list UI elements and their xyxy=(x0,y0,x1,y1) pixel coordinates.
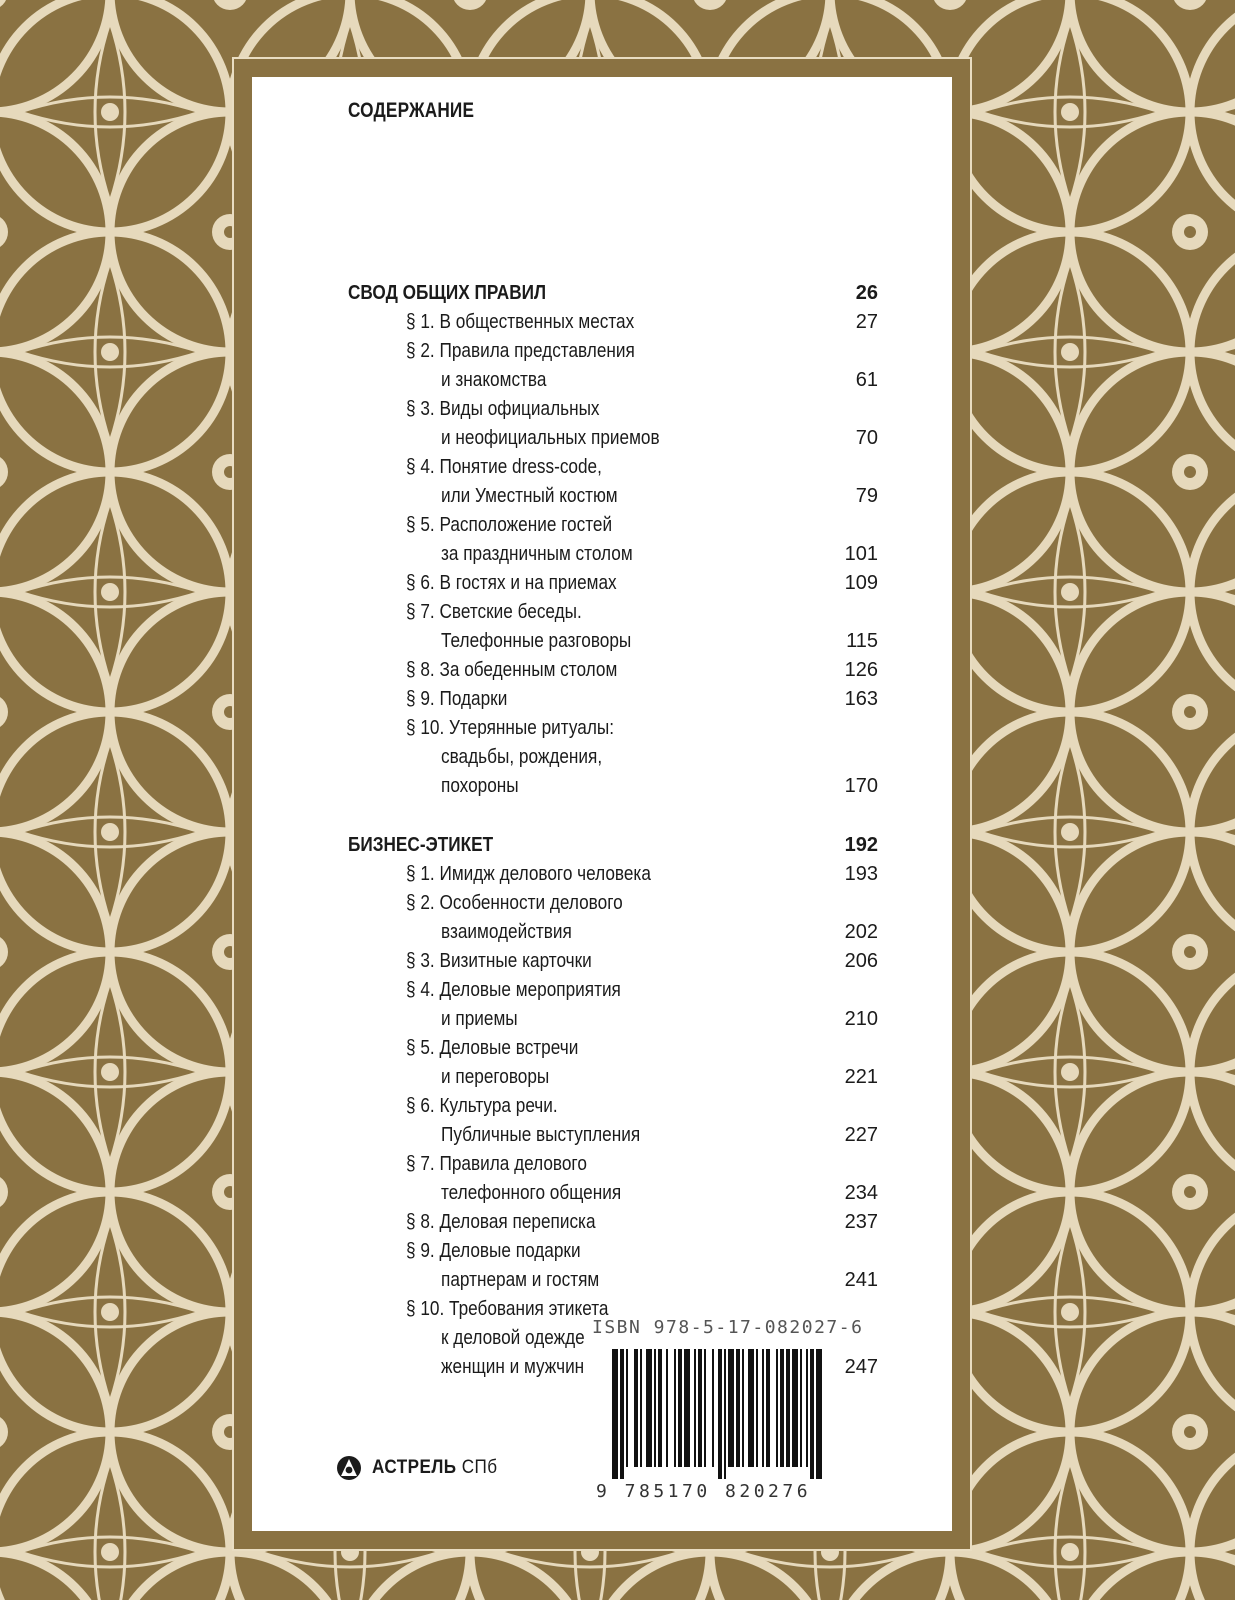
toc-entry-page: 247 xyxy=(844,1356,878,1378)
toc-entry-page: 193 xyxy=(844,863,878,885)
toc-entry-page: 126 xyxy=(844,659,878,681)
barcode-bar xyxy=(766,1349,770,1467)
section-page: 26 xyxy=(855,282,878,304)
toc-entry-page: 61 xyxy=(855,369,878,391)
toc-entry-page: 70 xyxy=(855,427,878,449)
toc-entry-page: 206 xyxy=(844,950,878,972)
toc-entry-text: § 10. Требования этикета xyxy=(406,1298,609,1320)
toc-entry-text: § 5. Расположение гостей xyxy=(406,514,613,536)
toc-entry-text: и знакомства xyxy=(441,369,547,391)
barcode-bar xyxy=(756,1349,758,1467)
barcode-bar xyxy=(786,1349,790,1467)
contents-page xyxy=(252,77,952,1531)
section-title: СВОД ОБЩИХ ПРАВИЛ xyxy=(348,282,547,304)
barcode-digits: 9 785170 820276 xyxy=(596,1481,812,1502)
barcode-bar xyxy=(654,1349,656,1467)
toc-entry-text: § 5. Деловые встречи xyxy=(406,1037,579,1059)
toc-entry-page: 115 xyxy=(846,630,878,652)
toc-entry-text: § 4. Понятие dress-code, xyxy=(406,456,602,478)
barcode-bar xyxy=(694,1349,696,1467)
toc-entry-page: 101 xyxy=(844,543,878,565)
isbn-barcode xyxy=(612,1349,912,1479)
barcode-bar xyxy=(646,1349,652,1467)
toc-entry-page: 237 xyxy=(844,1211,878,1233)
barcode-bar xyxy=(674,1349,676,1467)
toc-entry-text: партнерам и гостям xyxy=(441,1269,600,1291)
barcode-bar xyxy=(800,1349,802,1467)
toc-entry-page: 241 xyxy=(844,1269,878,1291)
publisher-logo xyxy=(336,1455,511,1481)
section-title: БИЗНЕС-ЭТИКЕТ xyxy=(348,834,494,856)
barcode-bar xyxy=(780,1349,784,1467)
toc-entry-text: § 8. Деловая переписка xyxy=(406,1211,596,1233)
isbn-label: ISBN 978-5-17-082027-6 xyxy=(592,1317,864,1338)
toc-entry-text: похороны xyxy=(441,775,519,797)
toc-entry-page: 109 xyxy=(844,572,878,594)
barcode-bar xyxy=(666,1349,668,1467)
toc-entry-text: § 6. В гостях и на приемах xyxy=(406,572,617,594)
toc-entry-text: § 9. Деловые подарки xyxy=(406,1240,581,1262)
barcode-bar xyxy=(748,1349,754,1467)
barcode-bar xyxy=(626,1349,628,1467)
barcode-bar xyxy=(762,1349,764,1467)
toc-entry-page: 202 xyxy=(844,921,878,943)
toc-entry-text: § 7. Правила делового xyxy=(406,1153,587,1175)
barcode-bar xyxy=(776,1349,778,1467)
toc-entry-text: Публичные выступления xyxy=(441,1124,641,1146)
toc-entry-text: § 1. Имидж делового человека xyxy=(406,863,651,885)
toc-entry-page: 210 xyxy=(844,1008,878,1030)
barcode-bar xyxy=(658,1349,662,1467)
toc-entry-text: § 9. Подарки xyxy=(406,688,508,710)
barcode-bar xyxy=(678,1349,682,1467)
barcode-bar xyxy=(806,1349,808,1467)
toc-entry-text: Телефонные разговоры xyxy=(441,630,632,652)
toc-entry-text: или Уместный костюм xyxy=(441,485,618,507)
barcode-bar xyxy=(728,1349,734,1467)
barcode-bar xyxy=(704,1349,706,1467)
toc-entry-text: § 8. За обеденным столом xyxy=(406,659,618,681)
publisher-name: АСТРЕЛЬ xyxy=(372,1457,457,1478)
page-title: СОДЕРЖАНИЕ xyxy=(348,99,475,122)
toc-entry-page: 221 xyxy=(844,1066,878,1088)
publisher-city: СПб xyxy=(461,1457,498,1478)
toc-entry-page: 163 xyxy=(844,688,878,710)
toc-entry-text: к деловой одежде xyxy=(441,1327,585,1349)
toc-entry-text: § 6. Культура речи. xyxy=(406,1095,558,1117)
toc-entry-text: § 3. Визитные карточки xyxy=(406,950,592,972)
barcode-bar xyxy=(742,1349,744,1467)
toc-entry-text: § 3. Виды официальных xyxy=(406,398,600,420)
barcode-bar xyxy=(634,1349,638,1467)
barcode-bar xyxy=(724,1349,726,1479)
barcode-bar xyxy=(718,1349,722,1479)
section-page: 192 xyxy=(844,834,878,856)
barcode-bar xyxy=(736,1349,740,1467)
publisher-logo-icon xyxy=(336,1455,362,1481)
toc-entry-text: § 10. Утерянные ритуалы: xyxy=(406,717,614,739)
toc-entry-text: за праздничным столом xyxy=(441,543,633,565)
toc-entry-text: женщин и мужчин xyxy=(441,1356,585,1378)
barcode-bar xyxy=(810,1349,814,1479)
barcode-bar xyxy=(640,1349,642,1467)
barcode-bar xyxy=(816,1349,822,1479)
toc-entry-text: и переговоры xyxy=(441,1066,550,1088)
toc-entry-text: и приемы xyxy=(441,1008,518,1030)
toc-entry-text: § 7. Светские беседы. xyxy=(406,601,582,623)
toc-entry-text: § 2. Особенности делового xyxy=(406,892,623,914)
barcode-bar xyxy=(684,1349,690,1467)
toc-entry-page: 170 xyxy=(844,775,878,797)
toc-entry-text: и неофициальных приемов xyxy=(441,427,660,449)
toc-entry-page: 234 xyxy=(844,1182,878,1204)
barcode-bar xyxy=(612,1349,618,1479)
toc-entry-text: свадьбы, рождения, xyxy=(441,746,603,768)
barcode-bar xyxy=(792,1349,798,1467)
toc-entry-text: телефонного общения xyxy=(441,1182,622,1204)
toc-entry-text: § 1. В общественных местах xyxy=(406,311,635,333)
toc-entry-page: 27 xyxy=(855,311,878,333)
toc-entry-page: 79 xyxy=(855,485,878,507)
toc-entry-page: 227 xyxy=(844,1124,878,1146)
toc-entry-text: взаимодействия xyxy=(441,921,572,943)
toc-entry-text: § 2. Правила представления xyxy=(406,340,635,362)
barcode-bar xyxy=(698,1349,702,1467)
toc-entry-text: § 4. Деловые мероприятия xyxy=(406,979,621,1001)
barcode-bar xyxy=(712,1349,714,1467)
barcode-bar xyxy=(620,1349,624,1479)
